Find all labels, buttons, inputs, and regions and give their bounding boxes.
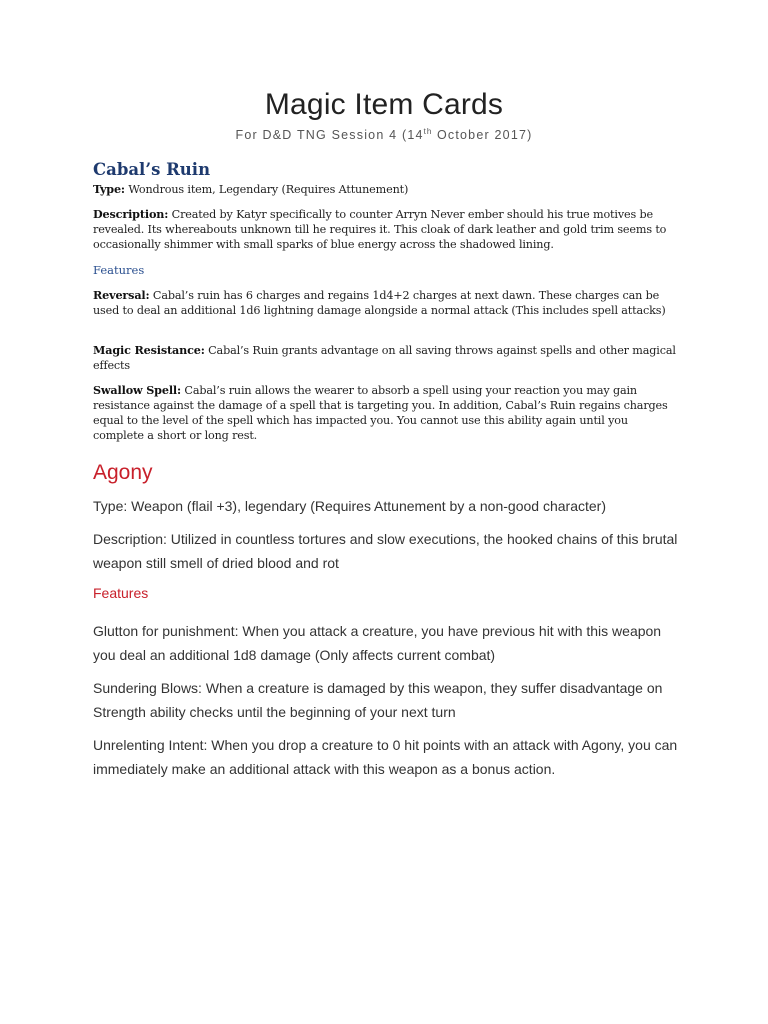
cabals-ruin-features-heading: Features bbox=[93, 263, 145, 277]
document-subtitle bbox=[0, 127, 768, 142]
feature-magic-resistance bbox=[93, 343, 679, 373]
cabals-ruin-type bbox=[93, 182, 679, 197]
feature-text: Cabal’s Ruin grants advantage on all saving throws against spells and other magical effects bbox=[93, 344, 676, 372]
feature-text: Cabal’s ruin allows the wearer to absorb a spell using your reaction you may gain resistance against the damage of a spell that is targeting you. In addition, Cabal’s Ruin regains charges equal to the level of the spell which has impacted you. You cannot use this ability again until you complete a short or long rest. bbox=[93, 384, 668, 442]
feature-label: Magic Resistance: bbox=[93, 343, 205, 357]
agony-type: Type: Weapon (flail +3), legendary (Requires Attunement by a non-good character) bbox=[93, 498, 606, 514]
subtitle-superscript: th bbox=[423, 127, 433, 136]
agony-description: Description: Utilized in countless tortures and slow executions, the hooked chains of this brutal weapon still smell of dried blood and rot bbox=[93, 531, 678, 571]
type-label: Type: bbox=[93, 182, 125, 196]
feature-glutton-for-punishment: Glutton for punishment: When you attack a creature, you have previous hit with this weapon you deal an additional 1d8 damage (Only affects current combat) bbox=[93, 623, 662, 663]
subtitle-suffix: October 2017) bbox=[432, 128, 533, 143]
description-label: Description: bbox=[93, 207, 169, 221]
feature-unrelenting-intent: Unrelenting Intent: When you drop a creature to 0 hit points with an attack with Agony, you can immediately make an additional attack with this weapon as a bonus action. bbox=[93, 737, 678, 777]
feature-label: Swallow Spell: bbox=[93, 383, 181, 397]
subtitle-prefix: For D&D TNG Session 4 (14 bbox=[235, 128, 424, 143]
feature-reversal bbox=[93, 288, 679, 318]
cabals-ruin-description bbox=[93, 207, 679, 252]
feature-text: Cabal’s ruin has 6 charges and regains 1d4+2 charges at next dawn. These charges can be used to deal an additional 1d6 lightning damage alongside a normal attack (This includes spell attacks) bbox=[93, 289, 666, 317]
type-value: Wondrous item, Legendary (Requires Attunement) bbox=[124, 183, 409, 196]
feature-swallow-spell bbox=[93, 383, 679, 443]
feature-label: Reversal: bbox=[93, 288, 150, 302]
agony-features-heading: Features bbox=[93, 585, 149, 601]
cabals-ruin-heading: Cabal’s Ruin bbox=[93, 160, 211, 179]
description-value: Created by Katyr specifically to counter Arryn Never ember should his true motives be revealed. Its whereabouts unknown till he requires it. This cloak of dark leather and gold trim seems to occasionally shimmer with small sparks of blue energy across the shadowed lining. bbox=[93, 208, 667, 251]
feature-sundering-blows: Sundering Blows: When a creature is damaged by this weapon, they suffer disadvantage on Strength ability checks until the beginning of your next turn bbox=[93, 680, 663, 720]
document-title: Magic Item Cards bbox=[264, 88, 504, 121]
agony-heading: Agony bbox=[93, 461, 153, 484]
